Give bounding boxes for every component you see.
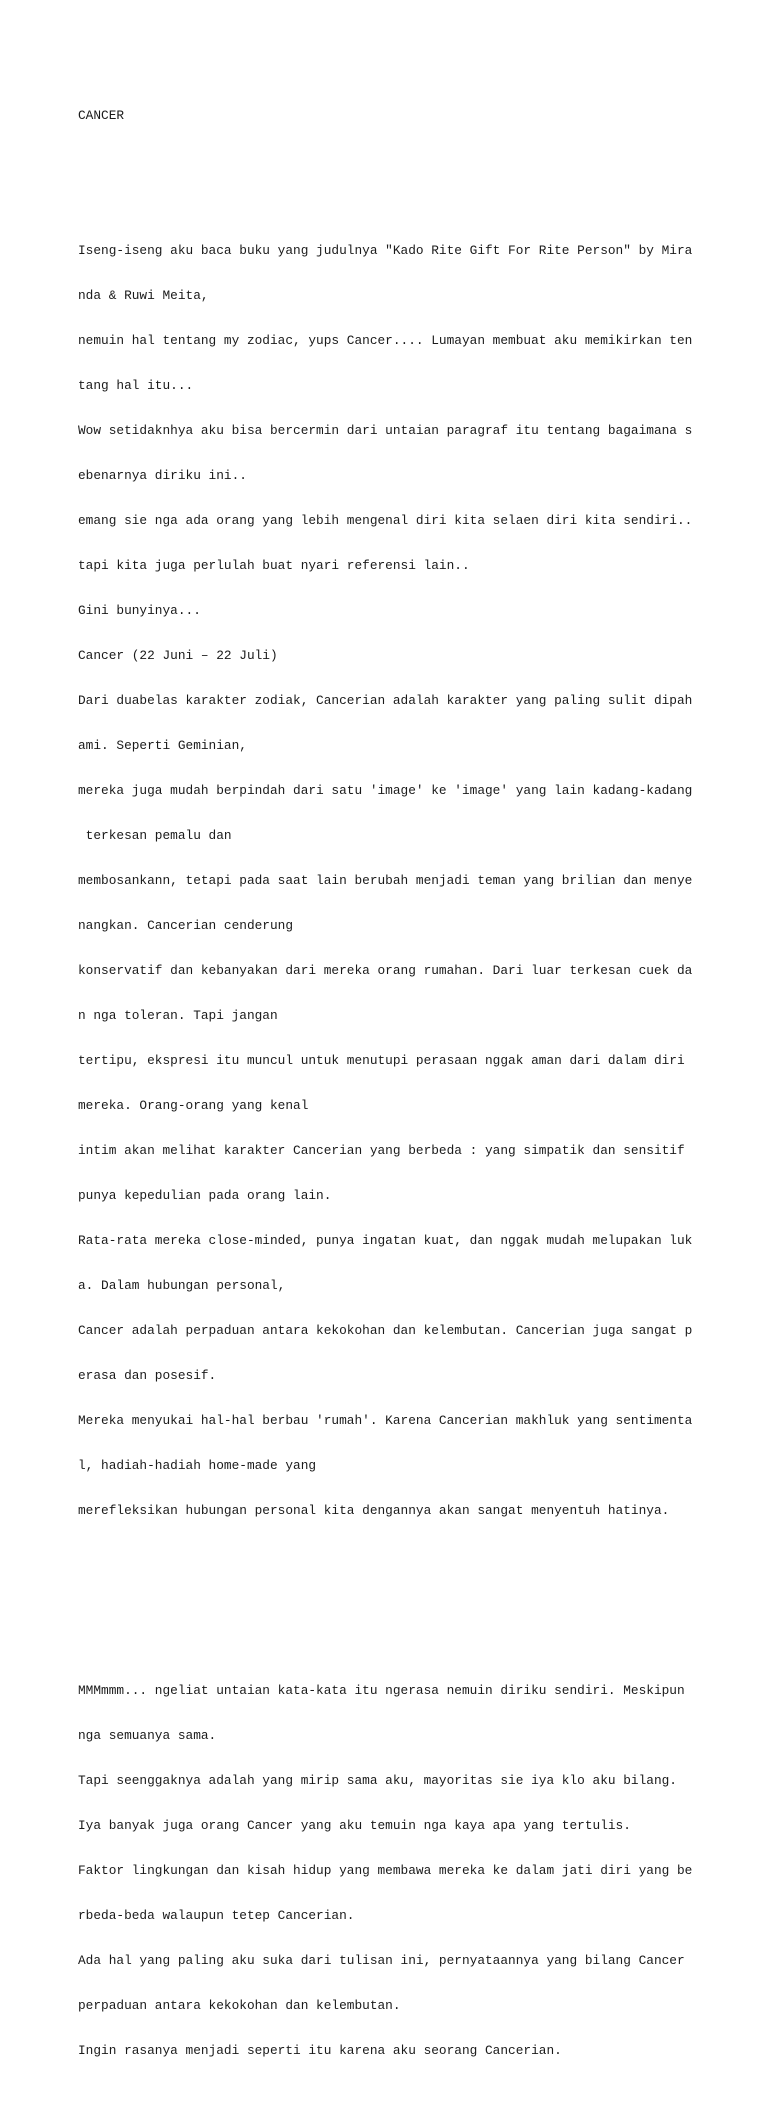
text-line: terkesan pemalu dan <box>78 828 232 843</box>
document-body <box>78 78 718 2118</box>
text-line: n nga toleran. Tapi jangan <box>78 1008 278 1023</box>
blank-line <box>78 1593 718 1608</box>
text-line: Faktor lingkungan dan kisah hidup yang membawa mereka ke dalam jati diri yang be <box>78 1863 693 1878</box>
blank-line <box>78 153 718 168</box>
text-line: nga semuanya sama. <box>78 1728 217 1743</box>
text-line: erasa dan posesif. <box>78 1368 217 1383</box>
text-line: MMMmmm... ngeliat untaian kata-kata itu ngerasa nemuin diriku sendiri. Meskipun <box>78 1683 685 1698</box>
text-line: nda & Ruwi Meita, <box>78 288 209 303</box>
text-line: a. Dalam hubungan personal, <box>78 1278 286 1293</box>
paragraph-1 <box>78 213 718 1548</box>
text-line: Iya banyak juga orang Cancer yang aku temuin nga kaya apa yang tertulis. <box>78 1818 631 1833</box>
text-line: perpaduan antara kekokohan dan kelembutan. <box>78 1998 401 2013</box>
text-line: Wow setidaknhya aku bisa bercermin dari untaian paragraf itu tentang bagaimana s <box>78 423 693 438</box>
text-line: emang sie nga ada orang yang lebih mengenal diri kita selaen diri kita sendiri.. <box>78 513 693 528</box>
text-line: tertipu, ekspresi itu muncul untuk menutupi perasaan nggak aman dari dalam diri <box>78 1053 685 1068</box>
text-line: nemuin hal tentang my zodiac, yups Cancer.... Lumayan membuat aku memikirkan ten <box>78 333 693 348</box>
text-line: mereka. Orang-orang yang kenal <box>78 1098 309 1113</box>
text-line: Ada hal yang paling aku suka dari tulisan ini, pernyataannya yang bilang Cancer <box>78 1953 685 1968</box>
text-line: punya kepedulian pada orang lain. <box>78 1188 332 1203</box>
text-line: nangkan. Cancerian cenderung <box>78 918 294 933</box>
text-line: Mereka menyukai hal-hal berbau 'rumah'. Karena Cancerian makhluk yang sentimenta <box>78 1413 693 1428</box>
text-line: Gini bunyinya... <box>78 603 201 618</box>
text-line: tapi kita juga perlulah buat nyari referensi lain.. <box>78 558 470 573</box>
text-line: Cancer adalah perpaduan antara kekokohan dan kelembutan. Cancerian juga sangat p <box>78 1323 693 1338</box>
text-line: Tapi seenggaknya adalah yang mirip sama aku, mayoritas sie iya klo aku bilang. <box>78 1773 677 1788</box>
text-line: ebenarnya diriku ini.. <box>78 468 247 483</box>
document-title: CANCER <box>78 108 125 123</box>
text-line: ami. Seperti Geminian, <box>78 738 247 753</box>
text-line: Rata-rata mereka close-minded, punya ingatan kuat, dan nggak mudah melupakan luk <box>78 1233 693 1248</box>
text-line: merefleksikan hubungan personal kita dengannya akan sangat menyentuh hatinya. <box>78 1503 670 1518</box>
text-line: membosankann, tetapi pada saat lain berubah menjadi teman yang brilian dan menye <box>78 873 693 888</box>
text-line: Dari duabelas karakter zodiak, Cancerian adalah karakter yang paling sulit dipah <box>78 693 693 708</box>
text-line: Iseng-iseng aku baca buku yang judulnya "Kado Rite Gift For Rite Person" by Mira <box>78 243 693 258</box>
text-line: Cancer (22 Juni – 22 Juli) <box>78 648 278 663</box>
paragraph-2 <box>78 1653 718 2088</box>
text-line: intim akan melihat karakter Cancerian yang berbeda : yang simpatik dan sensitif <box>78 1143 685 1158</box>
text-line: mereka juga mudah berpindah dari satu 'image' ke 'image' yang lain kadang-kadang <box>78 783 693 798</box>
text-line: rbeda-beda walaupun tetep Cancerian. <box>78 1908 355 1923</box>
text-line: konservatif dan kebanyakan dari mereka orang rumahan. Dari luar terkesan cuek da <box>78 963 693 978</box>
text-line: tang hal itu... <box>78 378 194 393</box>
text-line: Ingin rasanya menjadi seperti itu karena aku seorang Cancerian. <box>78 2043 562 2058</box>
text-line: l, hadiah-hadiah home-made yang <box>78 1458 317 1473</box>
